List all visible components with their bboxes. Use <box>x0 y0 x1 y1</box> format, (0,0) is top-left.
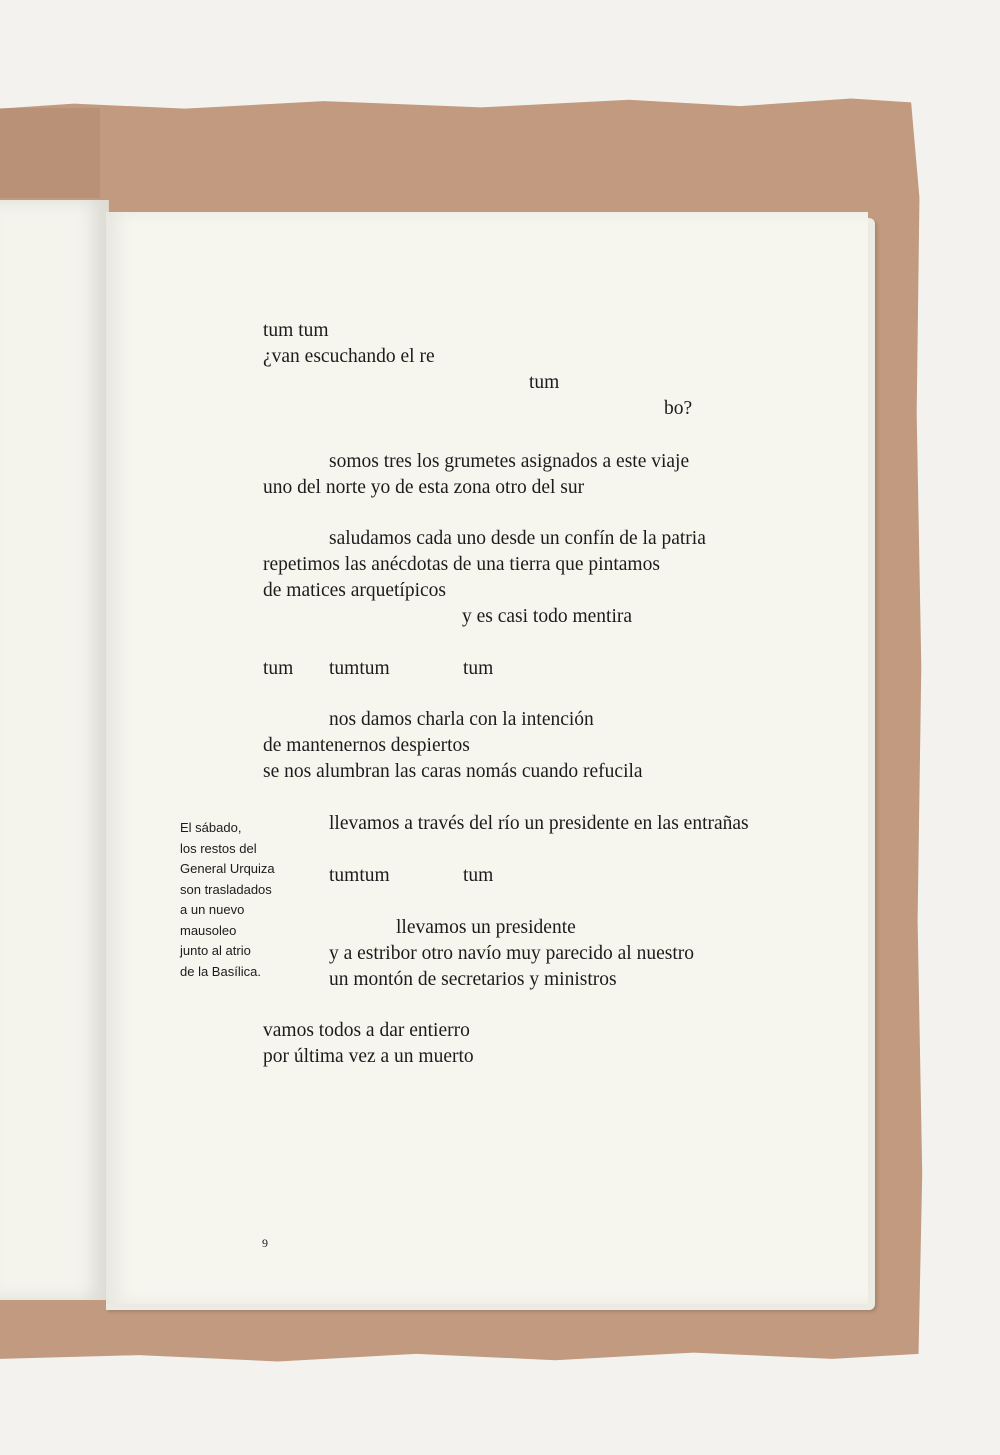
margin-note-line: General Urquiza <box>180 861 275 876</box>
poem-line: tumtum <box>329 658 390 679</box>
poem-line: saludamos cada uno desde un confín de la patria <box>329 528 706 549</box>
poem-line: por última vez a un muerto <box>263 1046 474 1067</box>
margin-note-line: El sábado, <box>180 820 242 835</box>
poem-line: uno del norte yo de esta zona otro del sur <box>263 477 585 498</box>
poem-line: llevamos a través del río un presidente en las entrañas <box>329 813 749 834</box>
cardboard-fold <box>0 108 100 198</box>
poem-line: y a estribor otro navío muy parecido al nuestro <box>329 943 694 964</box>
right-page <box>106 212 868 1304</box>
margin-note-line: a un nuevo <box>180 902 245 917</box>
poem-line: nos damos charla con la intención <box>329 709 594 730</box>
margin-note-line: de la Basílica. <box>180 963 261 979</box>
page-number: 9 <box>262 1236 268 1250</box>
poem-line: tum <box>263 658 294 679</box>
poem-line: repetimos las anécdotas de una tierra que pintamos <box>263 554 660 575</box>
left-page <box>0 200 109 1300</box>
margin-note-line: mausoleo <box>180 922 237 938</box>
poem-line: tumtum <box>329 865 390 886</box>
poem-line: bo? <box>664 398 693 419</box>
poem-line: de mantenernos despiertos <box>263 735 470 756</box>
poem-line: tum <box>463 658 494 679</box>
margin-note-line: junto al atrio <box>180 943 251 958</box>
poem-line: tum <box>529 372 560 393</box>
poem-line: llevamos un presidente <box>396 917 576 938</box>
poem-line: vamos todos a dar entierro <box>263 1020 470 1041</box>
margin-note <box>180 818 275 982</box>
poem-line: ¿van escuchando el re <box>263 346 435 367</box>
margin-note-line: los restos del <box>180 840 257 856</box>
poem-line: de matices arquetípicos <box>263 580 447 601</box>
poem-line: un montón de secretarios y ministros <box>329 969 617 990</box>
margin-note-line: son trasladados <box>180 881 272 897</box>
poem-line: tum tum <box>263 320 329 341</box>
poem-line: tum <box>463 865 494 886</box>
poem-line: somos tres los grumetes asignados a este viaje <box>329 451 690 472</box>
poem-line: se nos alumbran las caras nomás cuando refucila <box>263 761 643 782</box>
poem-line: y es casi todo mentira <box>462 606 633 627</box>
